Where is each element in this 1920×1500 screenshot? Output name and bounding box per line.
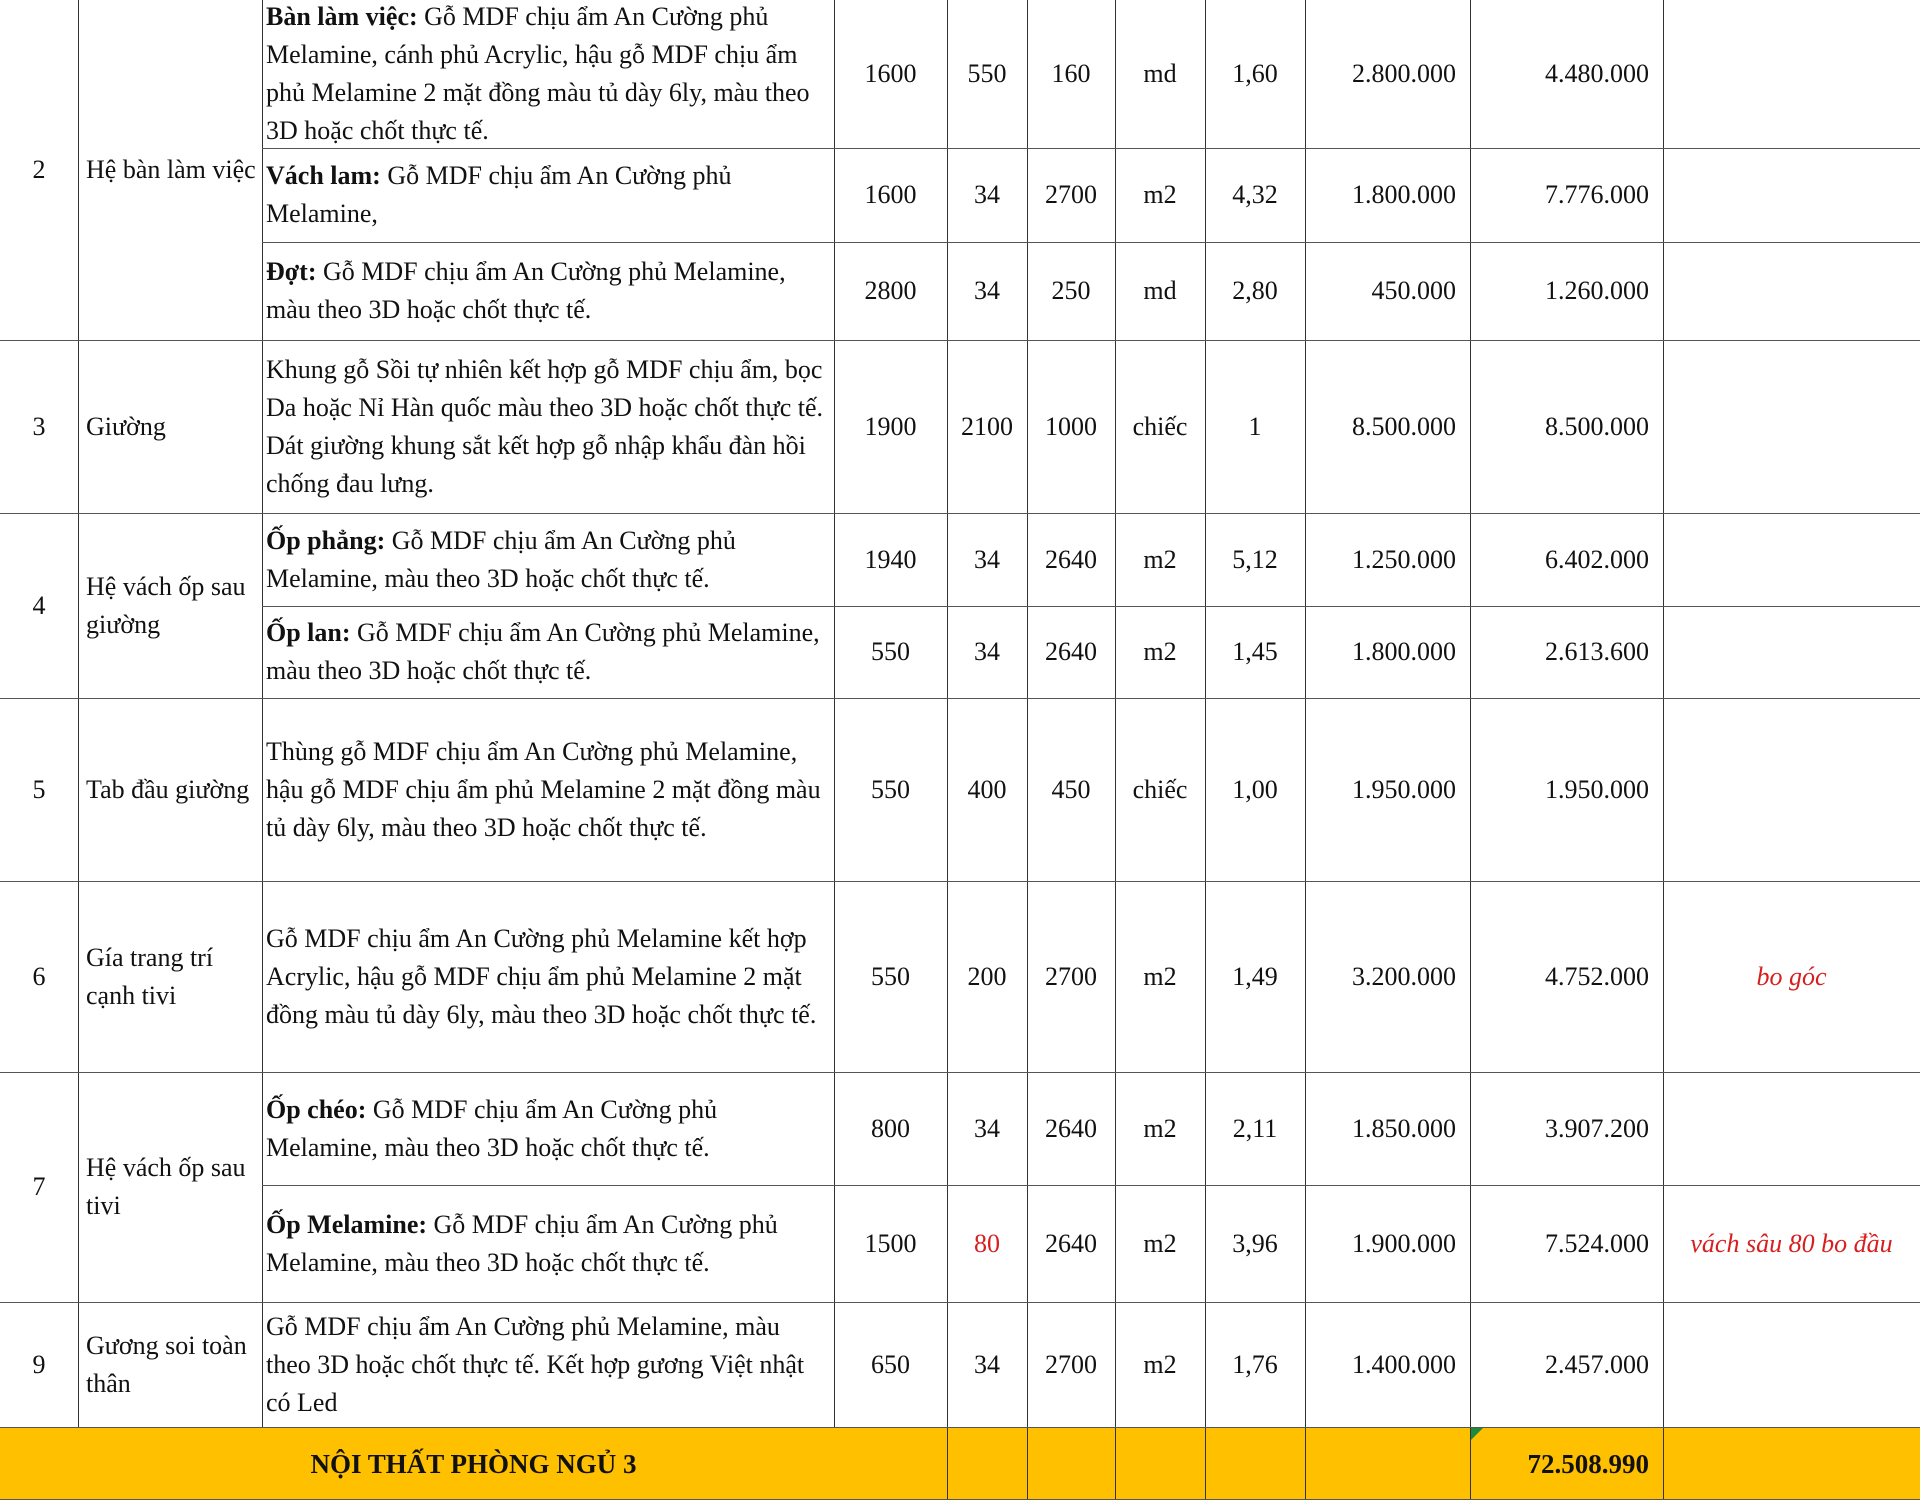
dim-height: 2700	[1045, 961, 1097, 991]
item-name: Hệ bàn làm việc	[86, 155, 256, 184]
row-number: 4	[32, 590, 46, 620]
dim-height: 2640	[1045, 637, 1097, 666]
item-description: Ốp Melamine: Gỗ MDF chịu ẩm An Cường phủ Melamine, màu theo 3D hoặc chốt thực tế.	[266, 1209, 778, 1277]
dim-height: 2640	[1045, 1113, 1097, 1143]
dim-width: 34	[974, 637, 1000, 666]
item-description: Khung gỗ Sồi tự nhiên kết hợp gỗ MDF chịu ẩm, bọc Da hoặc Nỉ Hàn quốc màu theo 3D hoặc chốt thực tế. Dát giường khung sắt kết hợp gỗ nhập khẩu đàn hồi chống đau lưng.	[266, 354, 824, 498]
unit-price: 1.800.000	[1352, 637, 1456, 666]
unit-price: 1.850.000	[1352, 1113, 1456, 1143]
total-label: NỘI THẤT PHÒNG NGỦ 3	[310, 1448, 637, 1479]
dim-width: 550	[967, 59, 1007, 88]
amount: 8.500.000	[1545, 411, 1649, 441]
dim-height: 160	[1051, 59, 1091, 88]
dim-width: 200	[967, 961, 1007, 991]
note	[1663, 148, 1920, 242]
dim-width: 2100	[961, 411, 1013, 441]
item-description: Ốp phẳng: Gỗ MDF chịu ẩm An Cường phủ Melamine, màu theo 3D hoặc chốt thực tế.	[266, 525, 736, 593]
dim-height: 250	[1051, 276, 1091, 305]
unit: m2	[1143, 1113, 1177, 1143]
amount: 2.613.600	[1545, 637, 1649, 666]
amount: 1.950.000	[1545, 774, 1649, 804]
dim-width: 34	[974, 1349, 1000, 1379]
dim-height: 2700	[1045, 1349, 1097, 1379]
quantity: 1,45	[1232, 637, 1278, 666]
amount: 1.260.000	[1545, 276, 1649, 305]
quantity: 5,12	[1232, 544, 1278, 574]
note	[1663, 0, 1920, 148]
quantity: 1	[1248, 411, 1262, 441]
total-amount: 72.508.990	[1527, 1448, 1649, 1479]
amount: 4.752.000	[1545, 961, 1649, 991]
dim-depth: 550	[871, 961, 910, 991]
dim-height: 2640	[1045, 1228, 1097, 1258]
dim-depth: 2800	[864, 276, 917, 305]
row-number: 6	[32, 961, 46, 991]
row-number: 3	[32, 411, 46, 441]
unit: chiếc	[1132, 411, 1188, 441]
dim-depth: 550	[871, 637, 910, 666]
quantity: 3,96	[1232, 1228, 1278, 1258]
note	[1663, 340, 1920, 513]
unit: m2	[1143, 637, 1177, 666]
dim-depth: 550	[871, 774, 910, 804]
item-name: Gía trang trí cạnh tivi	[86, 942, 214, 1010]
unit: m2	[1143, 544, 1177, 574]
quantity: 2,11	[1232, 1113, 1278, 1143]
dim-height: 2640	[1045, 544, 1097, 574]
item-name: Hệ vách ốp sau giường	[86, 571, 246, 639]
item-name: Gương soi toàn thân	[86, 1330, 247, 1398]
unit-price: 1.800.000	[1352, 180, 1456, 209]
unit: m2	[1143, 1228, 1177, 1258]
dim-width: 34	[974, 544, 1000, 574]
item-description: Gỗ MDF chịu ẩm An Cường phủ Melamine kết hợp Acrylic, hậu gỗ MDF chịu ẩm phủ Melamine 2 mặt đồng màu tủ dày 6ly, màu theo 3D hoặc chốt thực tế.	[266, 923, 817, 1029]
note	[1663, 606, 1920, 698]
unit: m2	[1143, 1349, 1177, 1379]
note	[1663, 698, 1920, 881]
dim-height: 1000	[1045, 411, 1097, 441]
unit-price: 1.250.000	[1352, 544, 1456, 574]
amount: 6.402.000	[1545, 544, 1649, 574]
quantity: 4,32	[1232, 180, 1278, 209]
dim-depth: 1500	[864, 1228, 917, 1258]
dim-depth: 1600	[864, 59, 917, 88]
dim-height: 2700	[1045, 180, 1097, 209]
item-description: Ốp lan: Gỗ MDF chịu ẩm An Cường phủ Melamine, màu theo 3D hoặc chốt thực tế.	[266, 618, 820, 685]
dim-depth: 1900	[864, 411, 917, 441]
quantity: 1,60	[1232, 59, 1278, 88]
item-name: Hệ vách ốp sau tivi	[86, 1153, 246, 1220]
note	[1663, 1072, 1920, 1185]
unit-price: 1.950.000	[1352, 774, 1456, 804]
dim-height: 450	[1051, 774, 1091, 804]
amount: 2.457.000	[1545, 1349, 1649, 1379]
unit: m2	[1143, 961, 1177, 991]
dim-width: 80	[974, 1228, 1000, 1258]
item-description: Vách lam: Gỗ MDF chịu ẩm An Cường phủ Melamine,	[266, 161, 732, 228]
note	[1663, 242, 1920, 340]
amount: 7.776.000	[1545, 180, 1649, 209]
item-name: Giường	[86, 411, 166, 441]
unit-price: 2.800.000	[1352, 59, 1456, 88]
item-description: Đợt: Gỗ MDF chịu ẩm An Cường phủ Melamine, màu theo 3D hoặc chốt thực tế.	[266, 257, 786, 324]
row-number: 2	[32, 155, 46, 184]
unit: m2	[1143, 180, 1177, 209]
note	[1663, 513, 1920, 606]
dim-width: 34	[974, 1113, 1000, 1143]
item-description: Ốp chéo: Gỗ MDF chịu ẩm An Cường phủ Melamine, màu theo 3D hoặc chốt thực tế.	[266, 1094, 718, 1162]
quantity: 1,49	[1232, 961, 1278, 991]
dim-depth: 1940	[864, 544, 917, 574]
item-description: Gỗ MDF chịu ẩm An Cường phủ Melamine, màu theo 3D hoặc chốt thực tế. Kết hợp gương Việt nhật có Led	[266, 1311, 805, 1417]
unit-price: 1.900.000	[1352, 1228, 1456, 1258]
unit-price: 8.500.000	[1352, 411, 1456, 441]
note: vách sâu 80 bo đầu	[1690, 1228, 1893, 1258]
dim-width: 400	[967, 774, 1007, 804]
unit: md	[1143, 59, 1177, 88]
item-description: Bàn làm việc: Gỗ MDF chịu ẩm An Cường phủ Melamine, cánh phủ Acrylic, hậu gỗ MDF chịu ẩm phủ Melamine 2 mặt đồng màu tủ dày 6ly, màu theo 3D hoặc chốt thực tế.	[266, 2, 810, 145]
row-number: 5	[32, 774, 46, 804]
unit-price: 450.000	[1371, 276, 1456, 305]
dim-width: 34	[974, 180, 1000, 209]
item-description: Thùng gỗ MDF chịu ẩm An Cường phủ Melamine, hậu gỗ MDF chịu ẩm phủ Melamine 2 mặt đồng màu tủ dày 6ly, màu theo 3D hoặc chốt thực tế.	[266, 736, 821, 842]
dim-depth: 650	[871, 1349, 910, 1379]
unit-price: 3.200.000	[1352, 961, 1456, 991]
quantity: 1,76	[1232, 1349, 1278, 1379]
dim-depth: 1600	[864, 180, 917, 209]
dim-depth: 800	[871, 1113, 910, 1143]
note: bo góc	[1756, 961, 1827, 991]
note	[1663, 1302, 1920, 1427]
amount: 3.907.200	[1545, 1113, 1649, 1143]
amount: 7.524.000	[1545, 1228, 1649, 1258]
unit: md	[1143, 276, 1177, 305]
amount: 4.480.000	[1545, 59, 1649, 88]
dim-width: 34	[974, 276, 1000, 305]
quantity: 2,80	[1232, 276, 1278, 305]
unit: chiếc	[1132, 774, 1188, 804]
row-number: 7	[32, 1172, 46, 1201]
quantity: 1,00	[1232, 774, 1278, 804]
row-number: 9	[32, 1349, 46, 1379]
unit-price: 1.400.000	[1352, 1349, 1456, 1379]
item-name: Tab đầu giường	[86, 774, 250, 804]
